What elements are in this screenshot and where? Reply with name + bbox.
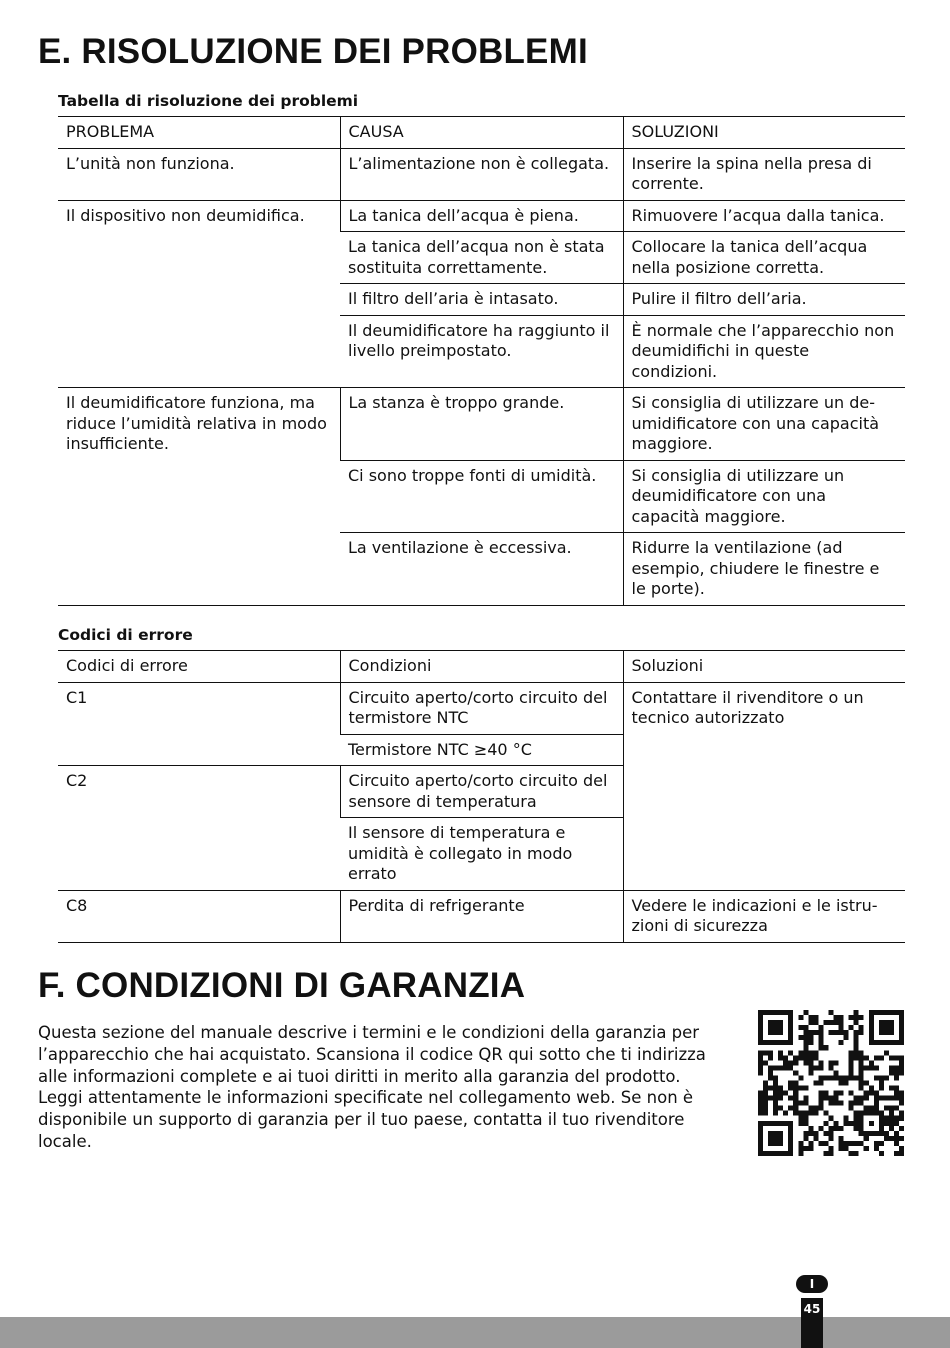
code-cell: C2 bbox=[58, 766, 340, 891]
header-cause: CAUSA bbox=[340, 117, 623, 149]
error-codes-caption: Codici di errore bbox=[58, 626, 193, 644]
solution-cell: È normale che l’apparecchio non deumidifichi in queste condizioni. bbox=[623, 315, 905, 388]
problem-cell: Il deumidificatore funziona, ma riduce l’umidità relativa in modo insufficiente. bbox=[58, 388, 340, 606]
header-solutions: SOLUZIONI bbox=[623, 117, 905, 149]
table-row bbox=[58, 388, 905, 461]
section-e-title: E. RISOLUZIONE DEI PROBLEMI bbox=[38, 32, 588, 71]
language-badge: I bbox=[796, 1275, 828, 1293]
condition-cell: Perdita di refrigerante bbox=[340, 890, 623, 942]
cause-cell: L’alimentazione non è collegata. bbox=[340, 148, 623, 200]
error-codes-table bbox=[58, 650, 905, 943]
section-f-title: F. CONDIZIONI DI GARANZIA bbox=[38, 966, 526, 1005]
solution-cell: Inserire la spina nella presa di corrente. bbox=[623, 148, 905, 200]
cause-cell: Il filtro dell’aria è intasato. bbox=[340, 284, 623, 316]
solution-cell: Ridurre la ventilazione (ad esempio, chiudere le finestre e le porte). bbox=[623, 533, 905, 606]
cause-cell: La ventilazione è eccessiva. bbox=[340, 533, 623, 606]
troubleshooting-caption: Tabella di risoluzione dei problemi bbox=[58, 92, 359, 110]
header-problem: PROBLEMA bbox=[58, 117, 340, 149]
table-row bbox=[58, 682, 905, 734]
table-header-row bbox=[58, 651, 905, 683]
cause-cell: Ci sono troppe fonti di umidità. bbox=[340, 460, 623, 533]
header-conditions: Condizioni bbox=[340, 651, 623, 683]
table-row bbox=[58, 890, 905, 942]
header-codes: Codici di errore bbox=[58, 651, 340, 683]
table-row bbox=[58, 200, 905, 232]
header-solutions: Soluzioni bbox=[623, 651, 905, 683]
condition-cell: Il sensore di temperatura e umidità è collegato in modo errato bbox=[340, 818, 623, 891]
cause-cell: La stanza è troppo grande. bbox=[340, 388, 623, 461]
solution-cell: Si consiglia di utilizzare un deumidificatore con una capacità maggiore. bbox=[623, 460, 905, 533]
code-cell: C1 bbox=[58, 682, 340, 766]
table-header-row bbox=[58, 117, 905, 149]
code-cell: C8 bbox=[58, 890, 340, 942]
warranty-text: Questa sezione del manuale descrive i termini e le condizioni della garanzia per l’apparecchio che hai acquistato. Scansiona il codice QR qui sotto che ti indirizza alle informazioni complete e ai tuoi diritti in merito alla garanzia del prodotto. Leggi attentamente le informazioni specificate nel collegamento web. Se non è disponibile un supporto di garanzia per il tuo paese, contatta il tuo rivenditore locale. bbox=[38, 1023, 706, 1151]
solution-cell: Pulire il filtro dell’aria. bbox=[623, 284, 905, 316]
cause-cell: La tanica dell’acqua è piena. bbox=[340, 200, 623, 232]
table-row bbox=[58, 148, 905, 200]
page-number: 45 bbox=[801, 1298, 823, 1348]
qr-code-icon[interactable] bbox=[758, 1010, 904, 1156]
solution-cell: Collocare la tanica dell’acqua nella posizione corretta. bbox=[623, 232, 905, 284]
solution-cell: Rimuovere l’acqua dalla tanica. bbox=[623, 200, 905, 232]
condition-cell: Circuito aperto/corto circuito del termistore NTC bbox=[340, 682, 623, 734]
condition-cell: Termistore NTC ≥40 °C bbox=[340, 734, 623, 766]
cause-cell: Il deumidificatore ha raggiunto il livello preimpostato. bbox=[340, 315, 623, 388]
cause-cell: La tanica dell’acqua non è stata sostituita correttamente. bbox=[340, 232, 623, 284]
solution-cell: Vedere le indicazioni e le istruzioni di sicurezza bbox=[623, 890, 905, 942]
solution-cell: Contattare il rivenditore o un tecnico autorizzato bbox=[623, 682, 905, 890]
solution-cell: Si consiglia di utilizzare un deumidificatore con una capacità maggiore. bbox=[623, 388, 905, 461]
problem-cell: L’unità non funziona. bbox=[58, 148, 340, 200]
condition-cell: Circuito aperto/corto circuito del sensore di temperatura bbox=[340, 766, 623, 818]
problem-cell: Il dispositivo non deumidifica. bbox=[58, 200, 340, 388]
troubleshooting-table bbox=[58, 116, 905, 606]
